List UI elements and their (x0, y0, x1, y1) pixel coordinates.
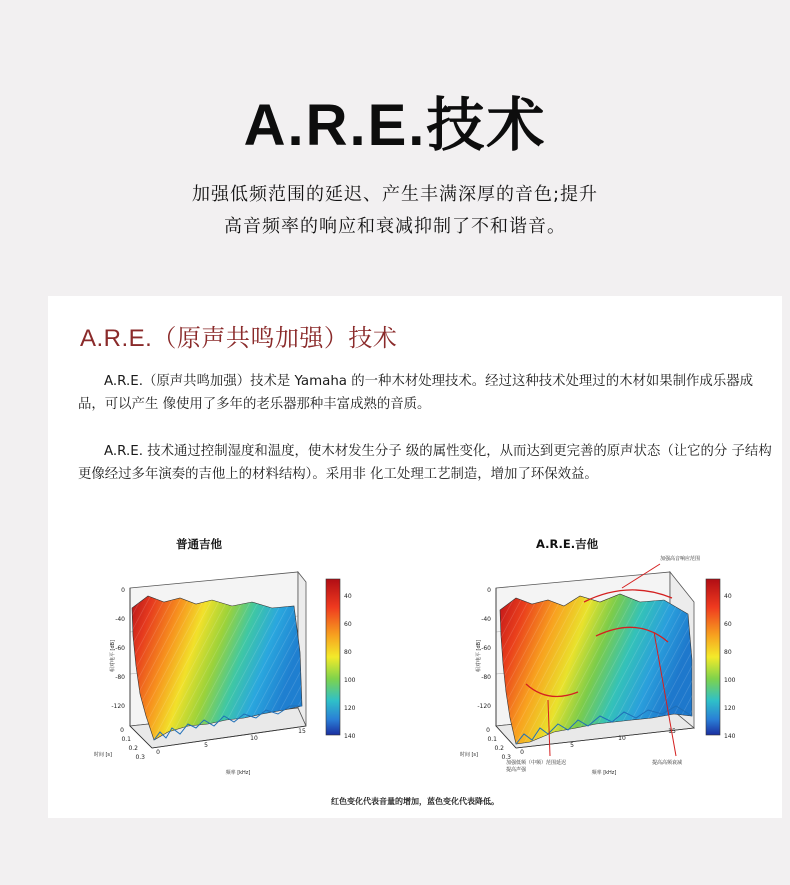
z-tick-label: 0.3 (501, 754, 511, 761)
z-tick-label: 0 (486, 727, 490, 734)
y-tick-label: -40 (481, 616, 491, 623)
annotation-text: 加强高音响应范围 (660, 556, 701, 562)
colorbar-tick-label: 100 (344, 677, 356, 684)
colorbar-tick-label: 40 (724, 593, 732, 600)
subtitle-line-2: 高音频率的响应和衰减抑制了不和谐音。 (224, 216, 566, 237)
y-tick-label: 0 (487, 587, 491, 594)
colorbar-tick-label: 80 (344, 649, 352, 656)
x-tick-label: 5 (570, 742, 574, 749)
x-tick-label: 15 (298, 728, 306, 735)
x-tick-label: 0 (520, 749, 524, 756)
chart-title-standard: 普通吉他 (176, 537, 222, 551)
card-title: A.R.E.（原声共鸣加强）技术 (80, 325, 398, 352)
colorbar-tick-label: 80 (724, 649, 732, 656)
colorbar-tick-label: 60 (344, 621, 352, 628)
annotation-text: 加强低频（中频）范围延迟 (506, 760, 567, 766)
y-tick-label: -120 (477, 703, 491, 710)
chart1-colorbar (326, 579, 340, 735)
subtitle-line-1: 加强低频范围的延迟、产生丰满深厚的音色;提升 (191, 184, 599, 205)
chart-standard-guitar (94, 572, 356, 776)
z-axis-title: 时间 [s] (93, 752, 112, 758)
z-tick-label: 0.2 (128, 745, 138, 752)
colorbar-tick-label: 120 (724, 705, 736, 712)
colorbar-tick-label: 140 (724, 733, 736, 740)
y-tick-label: -60 (115, 645, 125, 652)
colorbar-tick-label: 100 (724, 677, 736, 684)
z-tick-label: 0.1 (487, 736, 497, 743)
y-tick-label: -40 (115, 616, 125, 623)
z-tick-label: 0.1 (121, 736, 131, 743)
x-axis-title: 频率 [kHz] (591, 770, 617, 776)
y-tick-label: -80 (481, 674, 491, 681)
colorbar-tick-label: 60 (724, 621, 732, 628)
info-card (48, 296, 782, 818)
charts-svg (48, 296, 782, 818)
y-axis-title: 相对电平 [dB] (110, 639, 116, 673)
z-tick-label: 0.3 (135, 754, 145, 761)
colorbar-tick-label: 140 (344, 733, 356, 740)
y-tick-label: -80 (115, 674, 125, 681)
x-tick-label: 10 (618, 735, 626, 742)
y-tick-label: -60 (481, 645, 491, 652)
x-tick-label: 15 (668, 728, 676, 735)
x-axis-title: 频率 [kHz] (225, 770, 251, 776)
page-title: A.R.E.技术 (243, 93, 547, 158)
y-tick-label: 0 (121, 587, 125, 594)
colorbar-tick-label: 40 (344, 593, 352, 600)
y-tick-label: -120 (111, 703, 125, 710)
z-tick-label: 0 (120, 727, 124, 734)
annotation-text: 提高高频衰减 (652, 760, 683, 766)
footnote: 红色变化代表音量的增加，蓝色变化代表降低。 (331, 797, 499, 806)
x-tick-label: 0 (156, 749, 160, 756)
chart2-colorbar (706, 579, 720, 735)
paragraph-1-text: A.R.E.（原声共鸣加强）技术是 Yamaha 的一种木材处理技术。经过这种技术处理过的木材如果制作成乐器成品，可以产生 像使用了多年的老乐器那种丰富成熟的音质。 (78, 374, 753, 412)
chart-title-are: A.R.E.吉他 (536, 537, 599, 551)
paragraph-2-text: A.R.E. 技术通过控制湿度和温度，使木材发生分子 级的属性变化，从而达到更完善的原声状态（让它的分 子结构更像经过多年演奏的吉他上的材料结构）。采用非 化工处理工艺制造，增加了环保效益。 (78, 444, 772, 482)
z-axis-title: 时间 [s] (459, 752, 478, 758)
y-axis-title: 相对电平 [dB] (476, 639, 482, 673)
chart-are-guitar (460, 555, 736, 776)
colorbar-tick-label: 120 (344, 705, 356, 712)
z-tick-label: 0.2 (494, 745, 504, 752)
annotation-text: 提高声强 (506, 767, 527, 773)
x-tick-label: 10 (250, 735, 258, 742)
x-tick-label: 5 (204, 742, 208, 749)
